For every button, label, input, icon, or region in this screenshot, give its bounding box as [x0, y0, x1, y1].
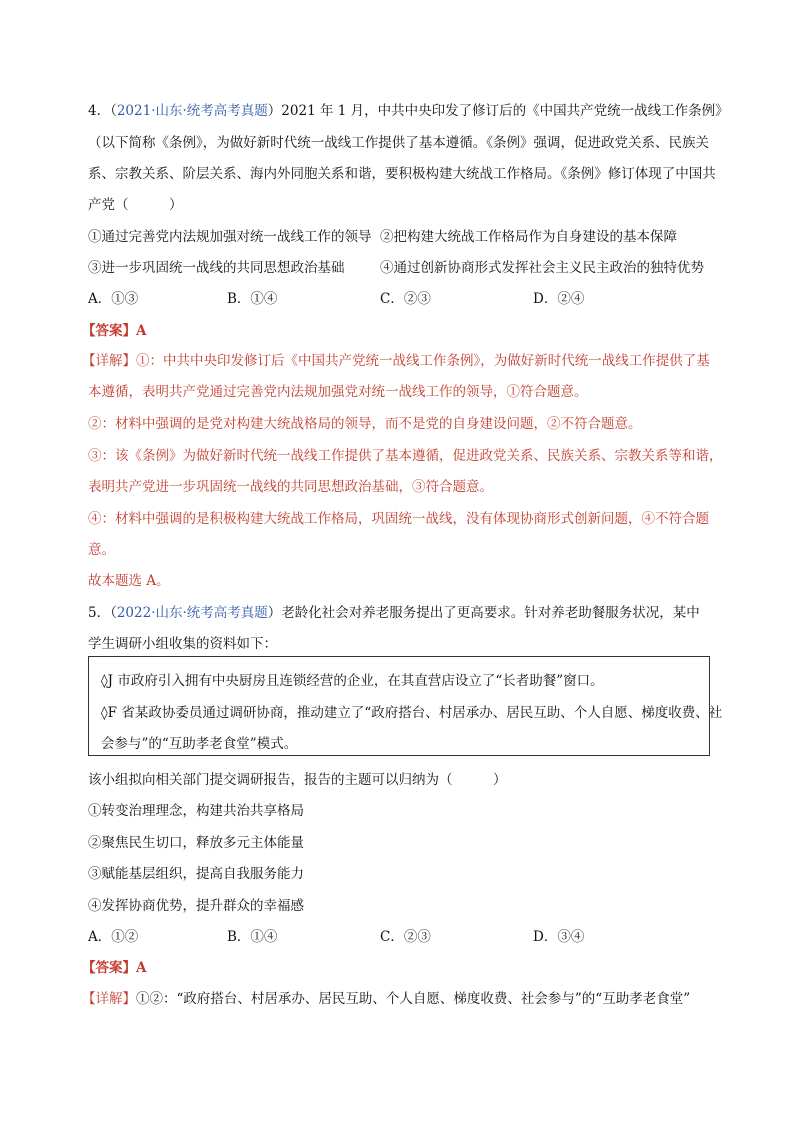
q4-explain-line-5: 表明共产党进一步巩固统一战线的共同思想政治基础，③符合题意。	[88, 479, 493, 495]
q5-stem-line-1: 5．（2022·山东·统考高考真题）老龄化社会对养老服务提出了更高要求。针对养老助餐服务状况，某中	[88, 605, 700, 621]
q5-explain-label: 【详解】	[82, 991, 136, 1007]
q4-option-b: B．①④	[227, 291, 278, 307]
q4-option-a: A．①③	[88, 291, 139, 307]
q5-statement-1: ①转变治理理念，构建共治共享格局	[88, 803, 304, 819]
q5-question: 该小组拟向相关部门提交调研报告，报告的主题可以归纳为（ ）	[88, 772, 507, 788]
q5-explain-line-1: 【详解】①②：“政府搭台、村居承办、居民互助、个人自愿、梯度收费、社会参与”的“互助孝老食堂”	[82, 991, 691, 1007]
q4-stem-line-4: 产党（ ）	[88, 197, 183, 213]
q4-explain-line-1: 【详解】①：中共中央印发修订后《中国共产党统一战线工作条例》，为做好新时代统一战线工作提供了基	[82, 353, 710, 369]
q4-statement-4: ④通过创新协商形式发挥社会主义民主政治的独特优势	[380, 260, 704, 276]
q4-statement-3: ③进一步巩固统一战线的共同思想政治基础	[88, 260, 345, 276]
q4-stem-line-2: （以下简称《条例》，为做好新时代统一战线工作提供了基本遵循。《条例》强调，促进政党关系、民族关	[88, 135, 709, 151]
q5-statement-4: ④发挥协商优势，提升群众的幸福感	[88, 898, 304, 914]
q4-answer: 【答案】A	[82, 323, 147, 339]
q5-stem-line-2: 学生调研小组收集的资料如下：	[88, 636, 277, 652]
q5-option-c: C．②③	[380, 929, 431, 945]
q4-statement-1: ①通过完善党内法规加强对统一战线工作的领导	[88, 229, 372, 245]
q4-stem-line-1: 4．（2021·山东·统考高考真题）2021 年 1 月，中共中央印发了修订后的《中国共产党统一战线工作条例》	[88, 103, 729, 119]
q5-statement-3: ③赋能基层组织，提高自我服务能力	[88, 866, 304, 882]
q4-explain-line-7: 意。	[88, 542, 115, 558]
q5-material-box	[88, 656, 723, 756]
q4-explain-line-8: 故本题选 A。	[88, 573, 170, 589]
q4-explain-line-2: 本遵循，表明共产党通过完善党内法规加强党对统一战线工作的领导，①符合题意。	[88, 384, 588, 400]
q5-statement-2: ②聚焦民生切口，释放多元主体能量	[88, 835, 304, 851]
q4-explain-line-4: ③：该《条例》为做好新时代统一战线工作提供了基本遵循，促进政党关系、民族关系、宗教关系等和谐，	[88, 448, 723, 464]
q5-material-2: ◊F 省某政协委员通过调研协商，推动建立了“政府搭台、村居承办、居民互助、个人自愿、梯度收费、社	[101, 705, 723, 721]
q5-number: 5．（	[88, 605, 117, 621]
q4-stem-line-3: 系、宗教关系、阶层关系、海内外同胞关系和谐，要积极构建大统战工作格局。《条例》修订体现了中国共	[88, 166, 716, 182]
q5-material-3: 会参与”的“互助孝老食堂”模式。	[101, 736, 298, 752]
q4-source: 2021·山东·统考高考真题	[116, 103, 268, 119]
q4-statement-2: ②把构建大统战工作格局作为自身建设的基本保障	[380, 229, 677, 245]
q4-explain-line-6: ④：材料中强调的是积极构建大统战工作格局，巩固统一战线，没有体现协商形式创新问题，④不符合题	[88, 511, 709, 527]
q5-option-b: B．①④	[227, 929, 278, 945]
q4-number: 4．（	[88, 103, 117, 119]
q5-source: 2022·山东·统考高考真题	[116, 605, 268, 621]
q4-option-c: C．②③	[380, 291, 431, 307]
q4-option-d: D．②④	[533, 291, 585, 307]
q5-option-a: A．①②	[88, 929, 139, 945]
q5-option-d: D．③④	[533, 929, 585, 945]
q5-material-1: ◊J 市政府引入拥有中央厨房且连锁经营的企业，在其直营店设立了“长者助餐”窗口。	[101, 673, 604, 689]
q5-answer: 【答案】A	[82, 960, 147, 976]
q4-explain-line-3: ②：材料中强调的是党对构建大统战格局的领导，而不是党的自身建设问题，②不符合题意。	[88, 416, 642, 432]
